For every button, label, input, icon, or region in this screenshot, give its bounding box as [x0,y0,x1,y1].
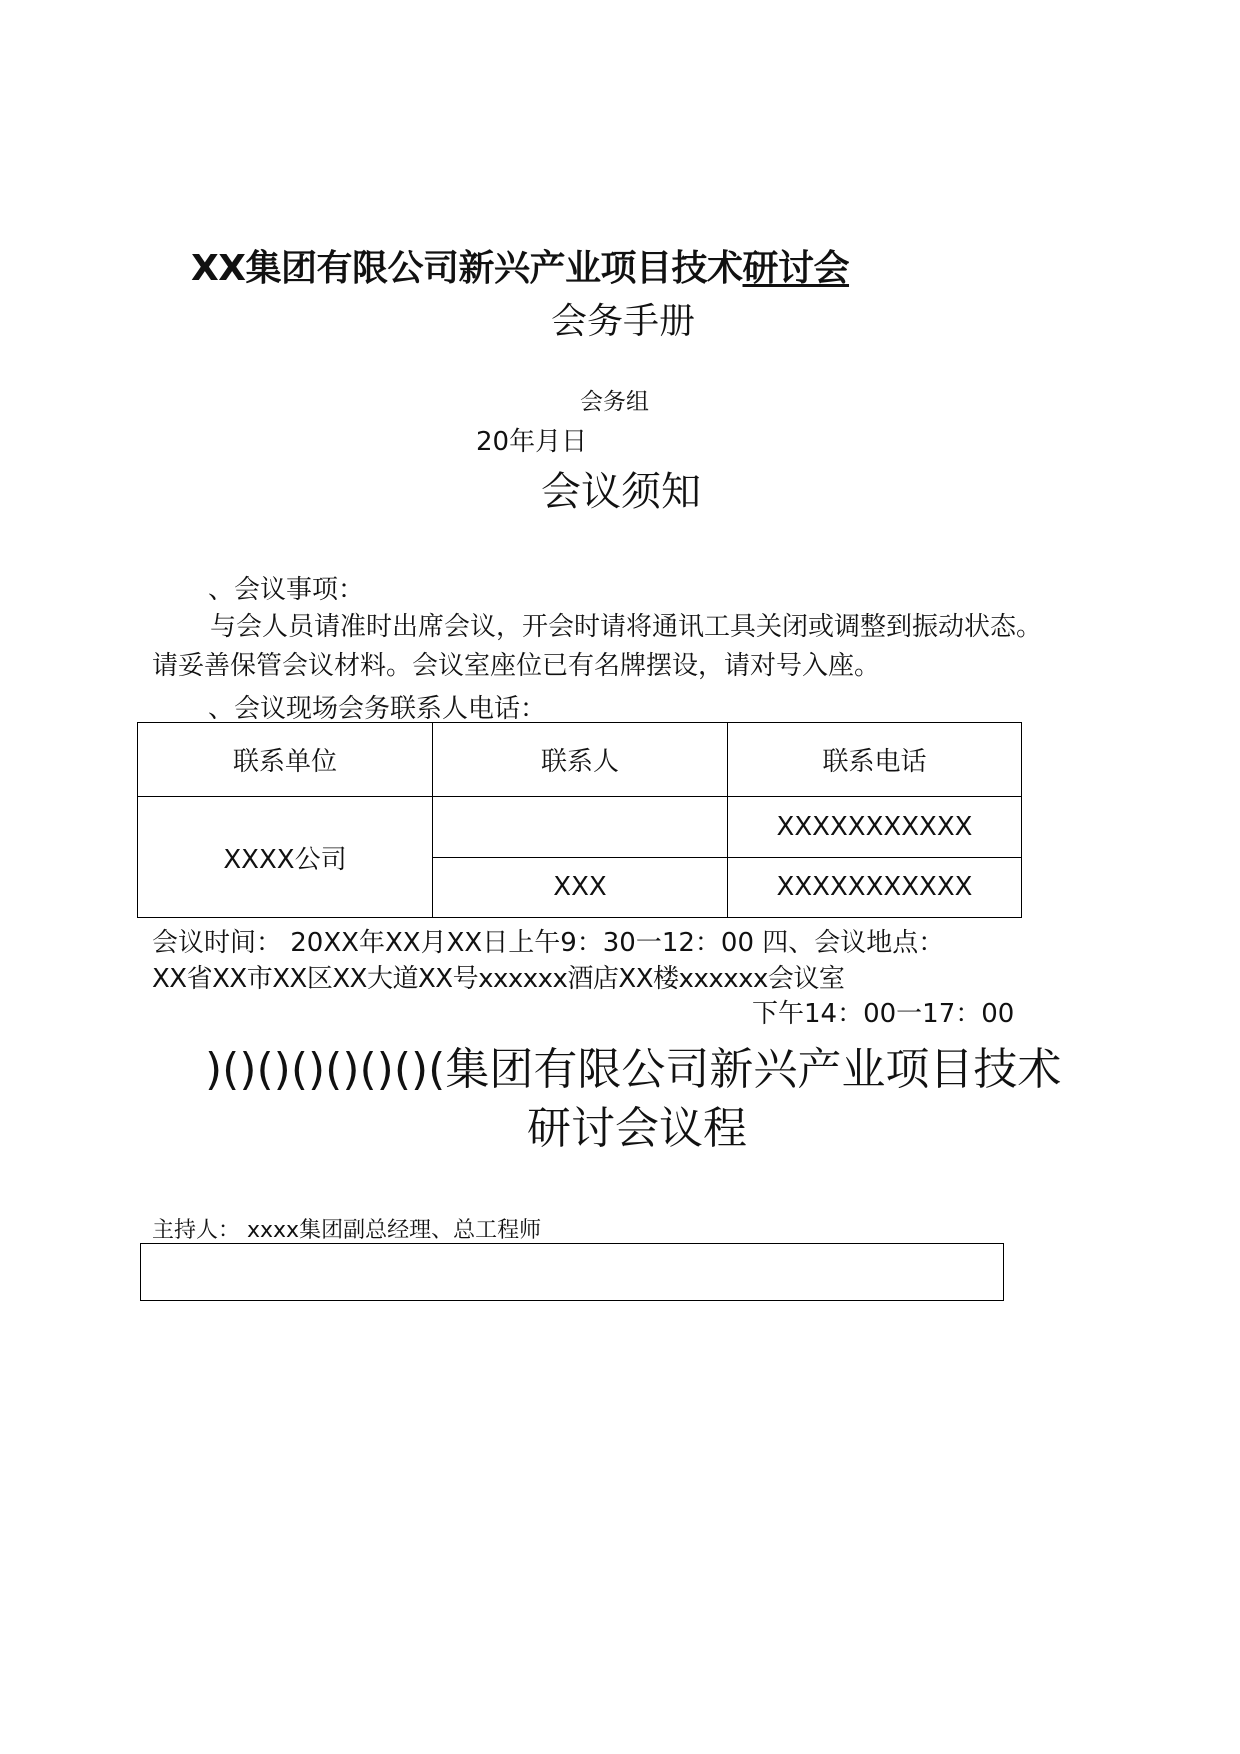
notice-title: 会议须知 [541,469,701,515]
table-header-cell: 联系电话 [728,723,1022,797]
contact-person-cell: XXX [433,857,728,917]
section-heading-meeting-matters: 、会议事项： [208,575,365,605]
document-title-main: XX集团有限公司新兴产业项目技术 [191,248,743,289]
contact-phone-cell: XXXXXXXXXXX [728,797,1022,857]
section-heading-contacts: 、会议现场会务联系人电话： [208,694,547,724]
host-line: 主持人： xxxx集团副总经理、总工程师 [152,1218,542,1243]
contact-unit-cell: XXXX公司 [138,797,433,918]
meeting-time-line: 会议时间： 20XX年XX月XX日上午9：30一12：00 四、会议地点： [152,928,945,958]
document-subtitle: 会务手册 [551,301,696,342]
table-row [138,797,1022,857]
organizer-label: 会务组 [580,389,649,415]
table-header-cell: 联系人 [433,723,728,797]
afternoon-time: 下午14：00一17：00 [752,999,1015,1029]
contact-phone-cell: XXXXXXXXXXX [728,857,1022,917]
agenda-table-box [140,1243,1004,1301]
meeting-place-line: XX省XX市XX区XX大道XX号xxxxxx酒店XX楼xxxxxx会议室 [152,964,845,994]
contacts-table [137,722,1022,918]
agenda-title-line1: )()()()()()()(集团有限公司新兴产业项目技术 [205,1044,1062,1095]
document-title-underlined: 研讨会 [742,248,850,289]
table-header-cell: 联系单位 [138,723,433,797]
notice-paragraph-2: 请妥善保管会议材料。会议室座位已有名牌摆设，请对号入座。 [152,651,881,681]
document-title [191,240,849,291]
document-date: 20年月日 [476,427,588,457]
table-header-row [138,723,1022,797]
contact-person-cell [433,797,728,857]
agenda-title-line2: 研讨会议程 [527,1103,747,1154]
notice-paragraph-1: 与会人员请准时出席会议，开会时请将通讯工具关闭或调整到振动状态。 [210,612,1043,642]
